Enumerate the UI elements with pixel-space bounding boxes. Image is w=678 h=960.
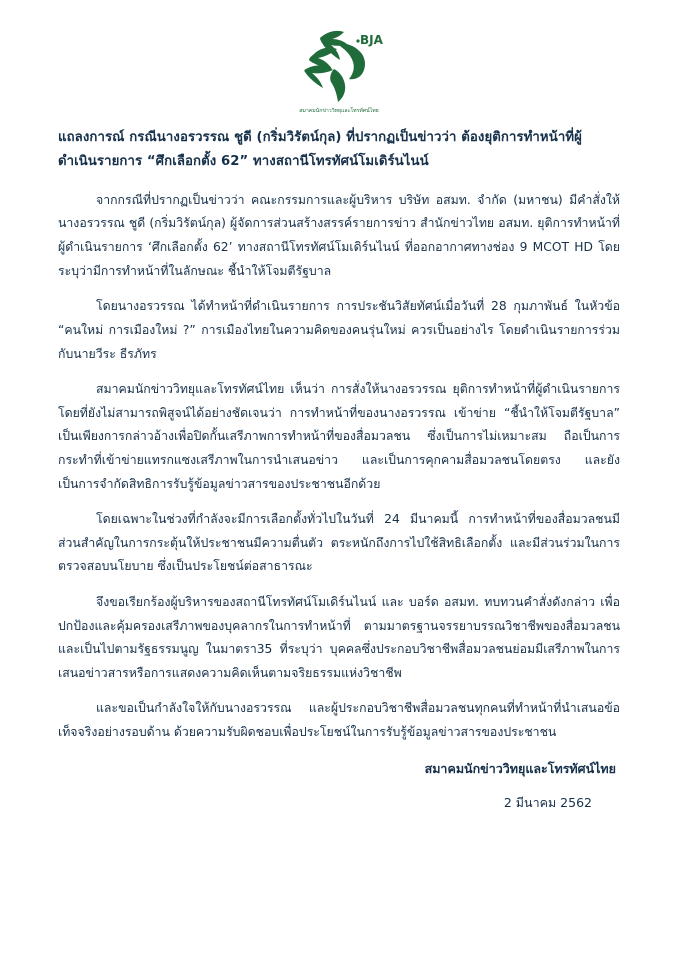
paragraph-6: และขอเป็นกำลังใจให้กับนางอรวรรณ และผู้ประกอบวิชาชีพสื่อมวลชนทุกคนที่ทำหน้าที่นำเสนอข้อเท็จจริงอย่างรอบด้าน ด้วยความรับผิดชอบเพื่อประโยชน์ในการรับรู้ข้อมูลข่าวสารของประชาชน xyxy=(58,701,620,740)
signature-line: สมาคมนักข่าววิทยุและโทรทัศน์ไทย xyxy=(424,760,616,776)
paragraph-2: โดยนางอรวรรณ ได้ทำหน้าที่ดำเนินรายการ การประชันวิสัยทัศน์เมื่อวันที่ 28 กุมภาพันธ์ ในหัวข้อ “คนใหม่ การเมืองใหม่ ?” การเมืองไทยในความคิดของคนรุ่นใหม่ ควรเป็นอย่างไร โดยดำเนินรายการร่วมกับนายวีระ ธีรภัทร xyxy=(58,299,620,361)
logo-caption-text: สมาคมนักข่าววิทยุและโทรทัศน์ไทย xyxy=(299,108,379,114)
paragraph-4: โดยเฉพาะในช่วงที่กำลังจะมีการเลือกตั้งทั่วไปในวันที่ 24 มีนาคมนี้ การทำหน้าที่ของสื่อมวลชนมีส่วนสำคัญในการกระตุ้นให้ประชาชนมีความตื่นตัว ตระหนักถึงการไปใช้สิทธิเลือกตั้ง และมีส่วนร่วมในการตรวจสอบนโยบาย ซึ่งเป็นประโยชน์ต่อสาธารณะ xyxy=(58,512,620,574)
logo-header xyxy=(58,0,620,126)
paragraph-3: สมาคมนักข่าววิทยุและโทรทัศน์ไทย เห็นว่า การสั่งให้นางอรวรรณ ยุติการทำหน้าที่ผู้ดำเนินรายการโดยที่ยังไม่สามารถพิสูจน์ได้อย่างชัดเจนว่า การทำหน้าที่ของนางอรวรรณ เข้าข่าย “ชี้นำให้โจมตีรัฐบาล” เป็นเพียงการกล่าวอ้างเพื่อปิดกั้นเสรีภาพการทำหน้าที่ของสื่อมวลชน ซึ่งเป็นการไม่เหมาะสม ถือเป็นการกระทำที่เข้าข่ายแทรกแซงเสรีภาพในการนำเสนอข่าว และเป็นการคุกคามสื่อมวลชนโดยตรง และยังเป็นการจำกัดสิทธิการรับรู้ข้อมูลข่าวสารของประชาชนอีกด้วย xyxy=(58,382,620,491)
page-title: แถลงการณ์ กรณีนางอรวรรณ ชูดี (กริ่มวิรัตน์กุล) ที่ปรากฏเป็นข่าวว่า ต้องยุติการทำหน้าที่ผู้ดำเนินรายการ “ศึกเลือกตั้ง 62” ทางสถานีโทรทัศน์โมเดิร์นไนน์ xyxy=(58,130,582,170)
paragraph-1: จากกรณีที่ปรากฏเป็นข่าวว่า คณะกรรมการและผู้บริหาร บริษัท อสมท. จำกัด (มหาชน) มีคำสั่งให้ นางอรวรรณ ชูดี (กริ่มวิรัตน์กุล) ผู้จัดการส่วนสร้างสรรค์รายการข่าว สำนักข่าวไทย อสมท. ยุติการทำหน้าที่ผู้ดำเนินรายการ ‘ศึกเลือกตั้ง 62’ ทางสถานีโทรทัศน์โมเดิร์นไนน์ ที่ออกอากาศทางช่อง 9 MCOT HD โดยระบุว่ามีการทำหน้าที่ในลักษณะ ชี้นำให้โจมตีรัฐบาล xyxy=(58,192,620,278)
paragraph-5: จึงขอเรียกร้องผู้บริหารของสถานีโทรทัศน์โมเดิร์นไนน์ และ บอร์ด อสมท. ทบทวนคำสั่งดังกล่าว เพื่อปกป้องและคุ้มครองเสรีภาพของบุคลากรในการทำหน้าที่ ตามมาตรฐานจรรยาบรรณวิชาชีพของสื่อมวลชน และเป็นไปตามรัฐธรรมนูญ ในมาตรา35 ที่ระบุว่า บุคคลซึ่งประกอบวิชาชีพสื่อมวลชนย่อมมีเสรีภาพในการเสนอข่าวสารหรือการแสดงความคิดเห็นตามจริยธรรมแห่งวิชาชีพ xyxy=(58,594,620,680)
document-date: 2 มีนาคม 2562 xyxy=(503,794,592,810)
logo-badge-text: BJA xyxy=(360,33,383,47)
bird-emblem-logo xyxy=(274,24,404,116)
